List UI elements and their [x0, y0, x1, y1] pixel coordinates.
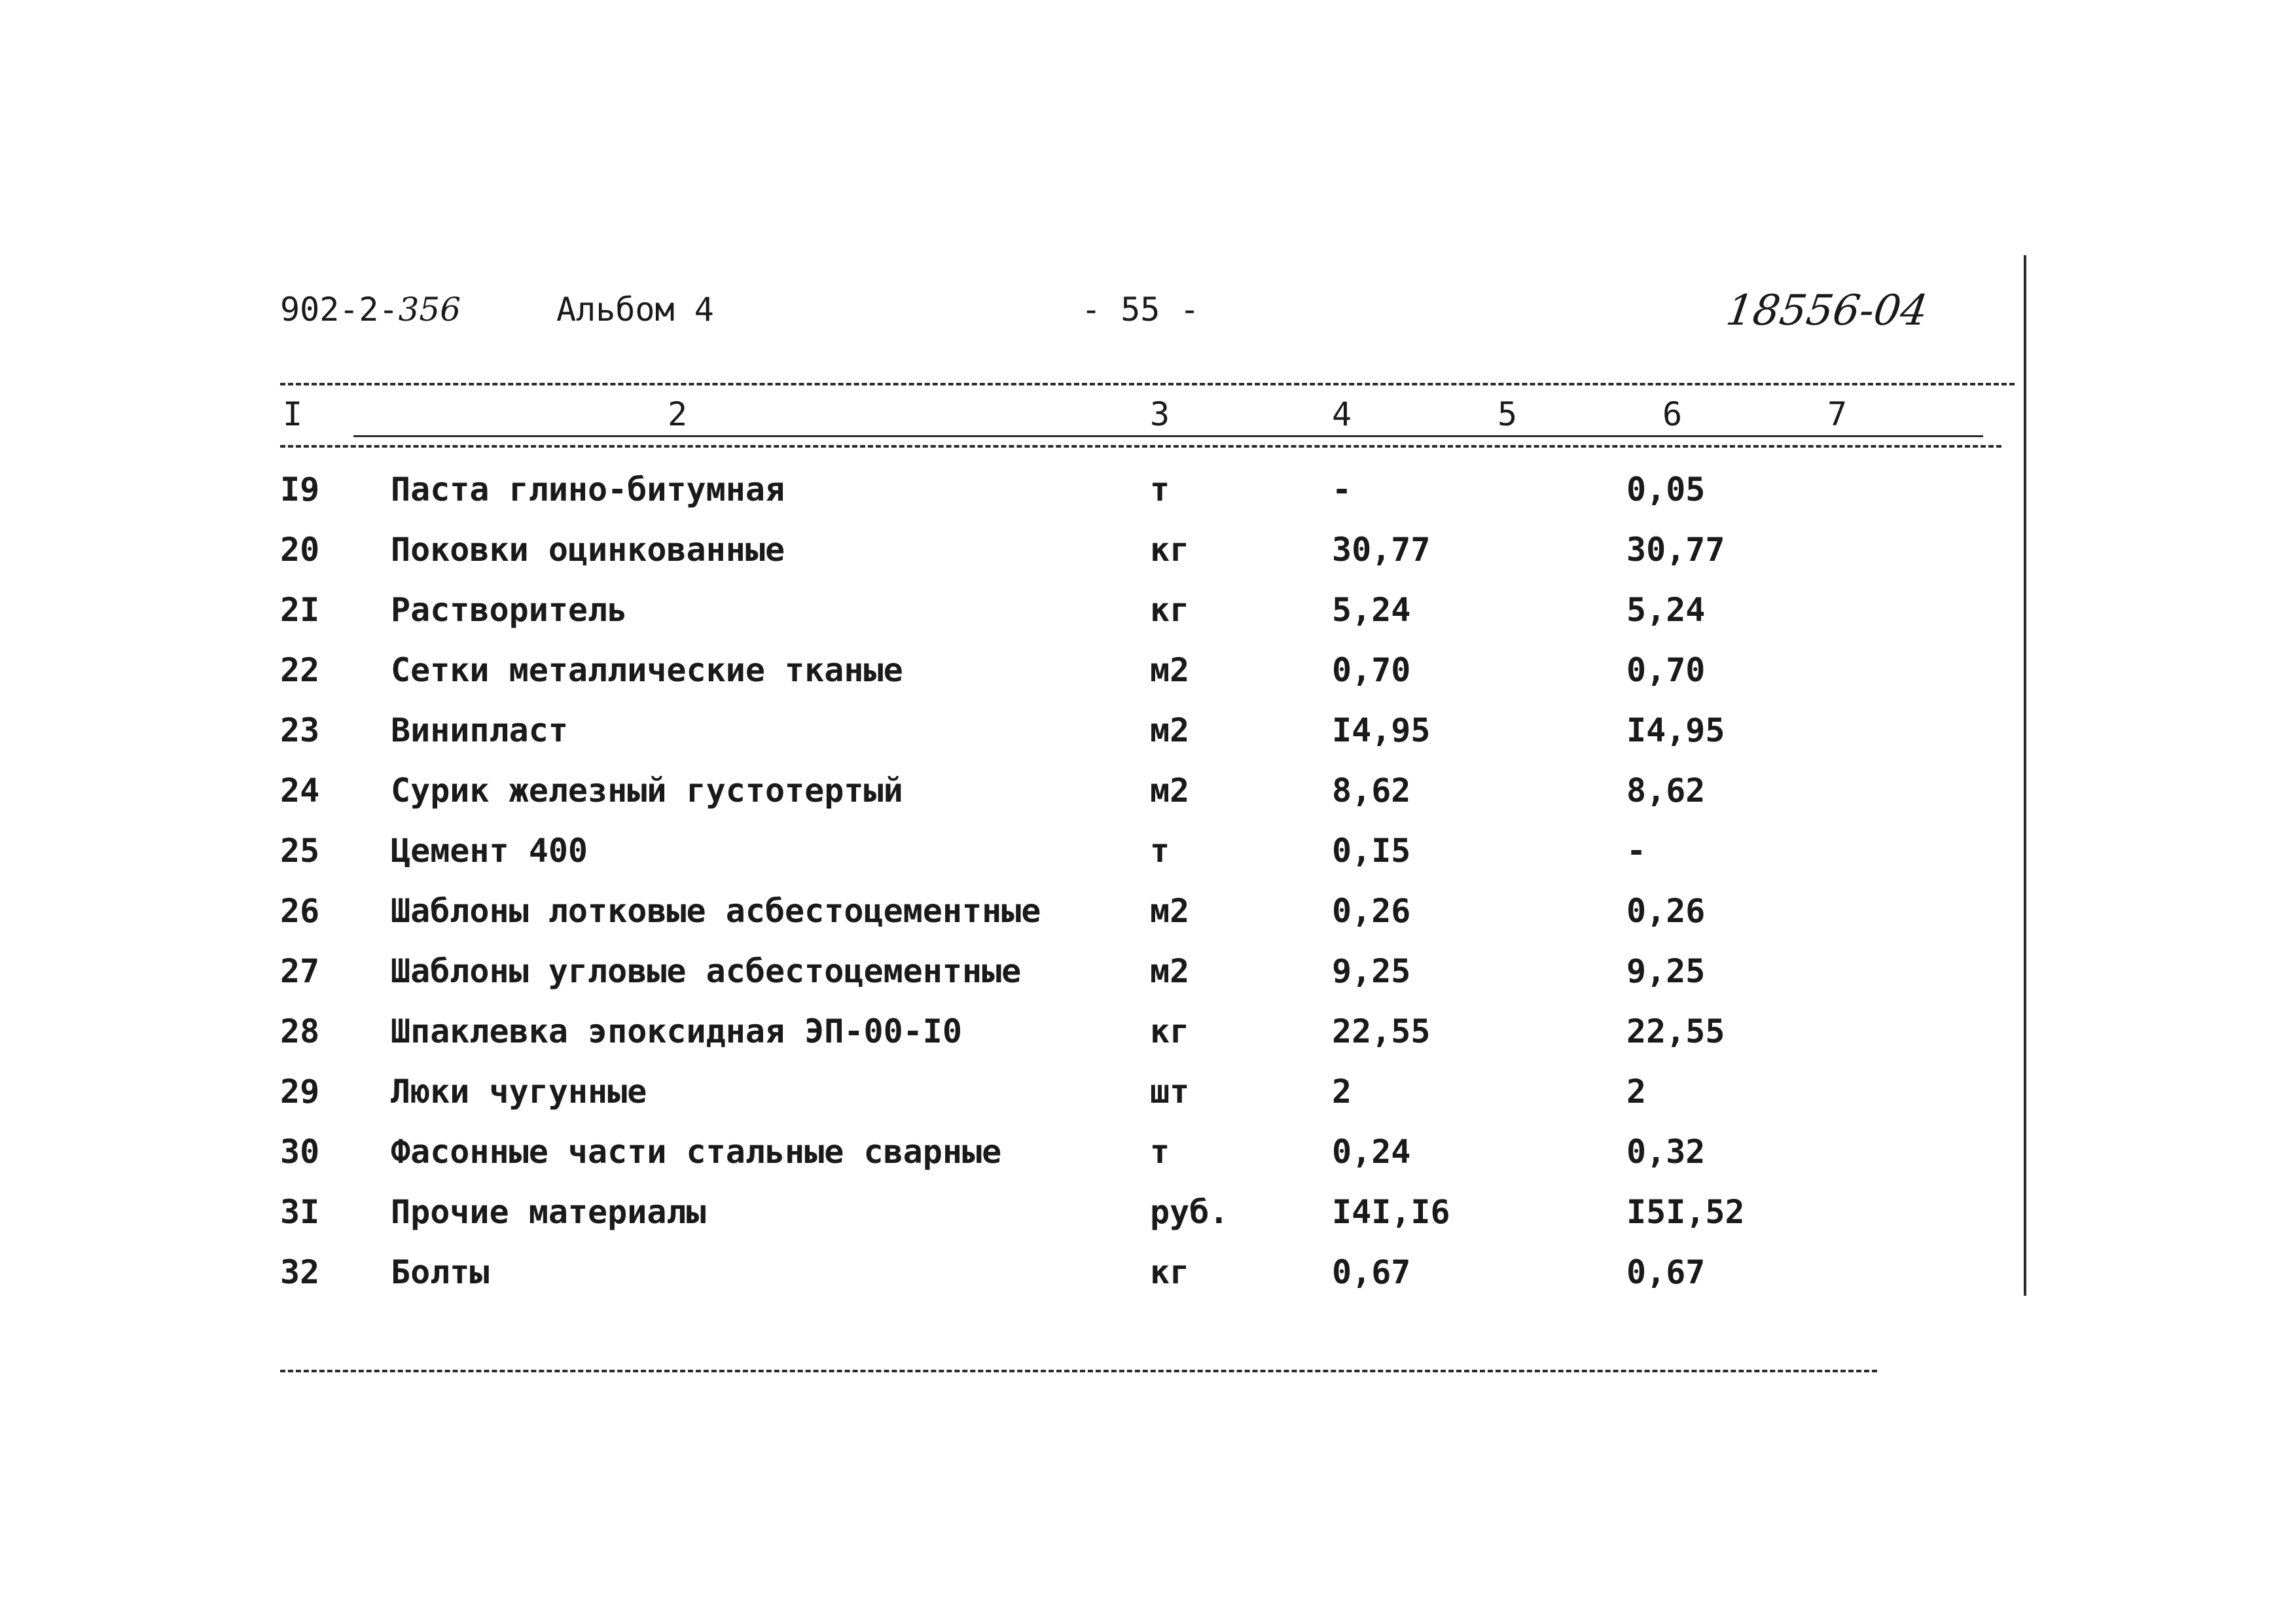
quantity-col6: 5,24: [1626, 591, 1706, 629]
page-number: - 55 -: [1081, 291, 1200, 329]
material-name: Сетки металлические тканые: [391, 651, 903, 689]
table-row: [0, 520, 2296, 580]
quantity-col6: 0,26: [1626, 892, 1706, 930]
quantity-col6: 30,77: [1626, 531, 1725, 569]
row-number: 24: [280, 772, 320, 810]
material-name: Шаблоны угловые асбестоцементные: [391, 952, 1022, 990]
column-header-1: I: [283, 395, 303, 433]
row-number: 26: [280, 892, 320, 930]
column-header-3: 3: [1150, 395, 1170, 433]
quantity-col6: I4,95: [1626, 711, 1725, 749]
table-row: [0, 941, 2296, 1001]
handwritten-stamp: 18556-04: [1723, 287, 1931, 335]
document-code-prefix: 902-2-: [280, 291, 399, 329]
table-row: [0, 459, 2296, 520]
row-number: 20: [280, 531, 320, 569]
quantity-col6: 0,70: [1626, 651, 1706, 689]
material-name: Паста глино-битумная: [391, 471, 785, 508]
quantity-col4: 9,25: [1332, 952, 1411, 990]
material-name: Фасонные части стальные сварные: [391, 1133, 1002, 1171]
row-number: 27: [280, 952, 320, 990]
unit: т: [1150, 471, 1170, 508]
material-name: Болты: [391, 1253, 490, 1291]
row-number: 30: [280, 1133, 320, 1171]
document-code: [280, 291, 461, 329]
quantity-col6: 9,25: [1626, 952, 1706, 990]
material-name: Растворитель: [391, 591, 628, 629]
table-row: [0, 1182, 2296, 1242]
quantity-col6: 0,05: [1626, 471, 1706, 508]
quantity-col6: 0,67: [1626, 1253, 1706, 1291]
unit: м2: [1150, 711, 1190, 749]
quantity-col6: 0,32: [1626, 1133, 1706, 1171]
quantity-col6: 8,62: [1626, 772, 1706, 810]
quantity-col6: -: [1626, 832, 1647, 870]
material-name: Шпаклевка эпоксидная ЭП-00-I0: [391, 1012, 962, 1050]
material-name: Прочие материалы: [391, 1193, 706, 1231]
unit: кг: [1150, 1012, 1190, 1050]
quantity-col4: 0,24: [1332, 1133, 1411, 1171]
quantity-col4: 22,55: [1332, 1012, 1431, 1050]
row-number: 3I: [280, 1193, 320, 1231]
table-row: [0, 580, 2296, 640]
quantity-col4: 0,67: [1332, 1253, 1411, 1291]
row-number: 32: [280, 1253, 320, 1291]
unit: м2: [1150, 952, 1190, 990]
unit: м2: [1150, 772, 1190, 810]
table-row: [0, 760, 2296, 821]
unit: шт: [1150, 1073, 1190, 1111]
quantity-col4: 5,24: [1332, 591, 1411, 629]
column-header-2: 2: [668, 395, 688, 433]
column-header-5: 5: [1498, 395, 1518, 433]
quantity-col4: 0,I5: [1332, 832, 1411, 870]
row-number: 2I: [280, 591, 320, 629]
quantity-col4: 0,26: [1332, 892, 1411, 930]
material-name: Цемент 400: [391, 832, 588, 870]
table-row: [0, 1061, 2296, 1122]
unit: кг: [1150, 591, 1190, 629]
quantity-col4: -: [1332, 471, 1352, 508]
material-name: Люки чугунные: [391, 1073, 647, 1111]
quantity-col4: I4,95: [1332, 711, 1431, 749]
unit: т: [1150, 1133, 1170, 1171]
header-rule-bottom: [280, 445, 2001, 448]
bottom-rule: [280, 1370, 1877, 1372]
material-name: Шаблоны лотковые асбестоцементные: [391, 892, 1041, 930]
quantity-col4: 0,70: [1332, 651, 1411, 689]
row-number: 28: [280, 1012, 320, 1050]
quantity-col6: I5I,52: [1626, 1193, 1745, 1231]
row-number: I9: [280, 471, 320, 508]
column-header-6: 6: [1662, 395, 1683, 433]
row-number: 25: [280, 832, 320, 870]
table-row: [0, 1001, 2296, 1061]
row-number: 29: [280, 1073, 320, 1111]
table-row: [0, 1122, 2296, 1182]
quantity-col6: 2: [1626, 1073, 1647, 1111]
quantity-col6: 22,55: [1626, 1012, 1725, 1050]
table-row: [0, 700, 2296, 760]
unit: т: [1150, 832, 1170, 870]
top-rule: [280, 383, 2015, 385]
quantity-col4: 30,77: [1332, 531, 1431, 569]
quantity-col4: 8,62: [1332, 772, 1411, 810]
album-label: Альбом 4: [556, 291, 714, 329]
material-name: Сурик железный густотертый: [391, 772, 903, 810]
unit: м2: [1150, 651, 1190, 689]
unit: кг: [1150, 1253, 1190, 1291]
material-name: Поковки оцинкованные: [391, 531, 785, 569]
column-header-7: 7: [1827, 395, 1848, 433]
table-row: [0, 640, 2296, 700]
unit: руб.: [1150, 1193, 1229, 1231]
document-code-suffix: 356: [398, 291, 461, 329]
quantity-col4: 2: [1332, 1073, 1352, 1111]
material-name: Винипласт: [391, 711, 568, 749]
unit: кг: [1150, 531, 1190, 569]
table-row: [0, 821, 2296, 881]
quantity-col4: I4I,I6: [1332, 1193, 1450, 1231]
table-row: [0, 881, 2296, 941]
table-row: [0, 1242, 2296, 1302]
column-header-4: 4: [1332, 395, 1352, 433]
row-number: 23: [280, 711, 320, 749]
row-number: 22: [280, 651, 320, 689]
header-rule-left: [353, 435, 1983, 437]
unit: м2: [1150, 892, 1190, 930]
